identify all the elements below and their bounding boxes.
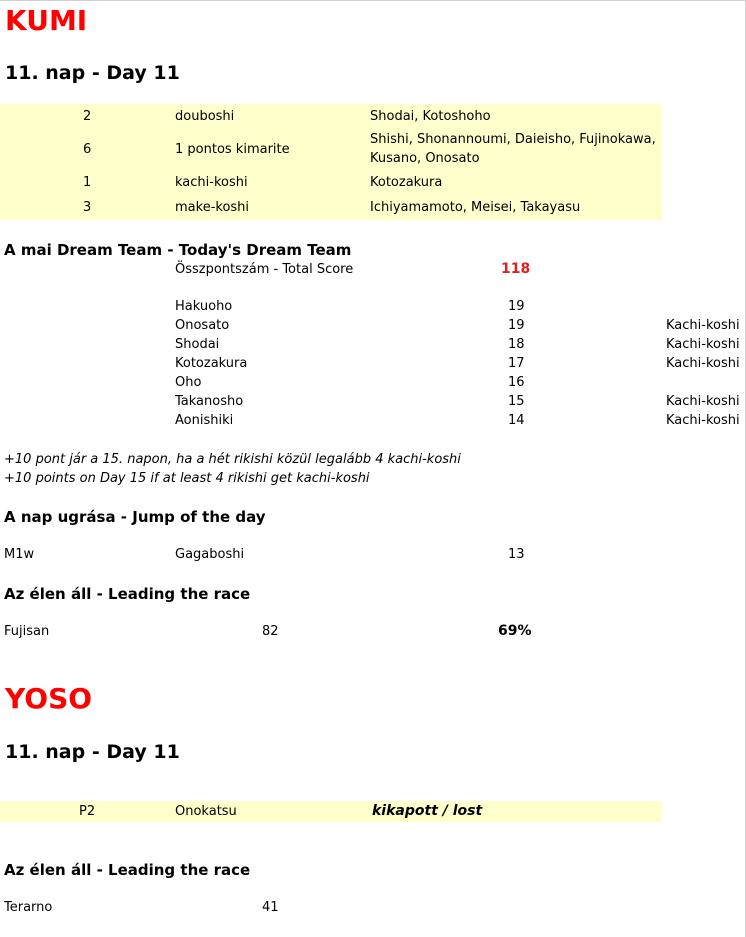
yoso-pick-highlight (0, 801, 662, 822)
summary-label: make-koshi (175, 200, 250, 215)
yoso-leader-name: Terarno (4, 900, 53, 915)
dream-team-heading: A mai Dream Team - Today's Dream Team (4, 241, 352, 259)
summary-count: 3 (83, 200, 92, 215)
jump-value: 13 (508, 547, 525, 562)
member-name: Shodai (175, 337, 220, 352)
kumi-leading-heading: Az élen áll - Leading the race (4, 585, 251, 603)
top-border (0, 0, 746, 1)
kumi-day-title: 11. nap - Day 11 (5, 62, 180, 84)
member-score: 15 (508, 394, 525, 409)
yoso-day-title: 11. nap - Day 11 (5, 741, 180, 763)
member-name: Aonishiki (175, 413, 234, 428)
summary-names: Kotozakura (370, 175, 443, 190)
yoso-pick-rank: P2 (79, 804, 96, 819)
member-note: Kachi-koshi (666, 337, 740, 352)
yoso-pick-name: Onokatsu (175, 804, 237, 819)
summary-label: douboshi (175, 109, 235, 124)
member-name: Takanosho (175, 394, 244, 409)
member-score: 18 (508, 337, 525, 352)
summary-names: Ichiyamamoto, Meisei, Takayasu (370, 200, 581, 215)
kumi-leader-points: 82 (262, 624, 279, 639)
total-score-value: 118 (501, 261, 531, 277)
jump-heading: A nap ugrása - Jump of the day (4, 508, 266, 526)
summary-names: Kusano, Onosato (370, 151, 480, 166)
member-name: Hakuoho (175, 299, 233, 314)
bonus-note-hu: +10 pont jár a 15. napon, ha a hét rikishi közül legalább 4 kachi-koshi (4, 452, 461, 467)
yoso-pick-result: kikapott / lost (372, 803, 483, 819)
summary-count: 6 (83, 142, 92, 157)
kumi-leader-percent: 69% (498, 623, 532, 639)
kumi-leader-name: Fujisan (4, 624, 50, 639)
member-score: 19 (508, 318, 525, 333)
member-score: 16 (508, 375, 525, 390)
member-name: Onosato (175, 318, 230, 333)
member-name: Kotozakura (175, 356, 248, 371)
member-score: 19 (508, 299, 525, 314)
summary-names: Shishi, Shonannoumi, Daieisho, Fujinokawa, (370, 132, 656, 147)
jump-name: Gagaboshi (175, 547, 245, 562)
summary-count: 2 (83, 109, 92, 124)
yoso-leading-heading: Az élen áll - Leading the race (4, 861, 251, 879)
summary-label: 1 pontos kimarite (175, 142, 290, 157)
summary-label: kachi-koshi (175, 175, 248, 190)
jump-rank: M1w (4, 547, 35, 562)
total-score-label: Összpontszám - Total Score (175, 262, 354, 277)
kumi-title: KUMI (5, 4, 88, 37)
member-score: 17 (508, 356, 525, 371)
yoso-leader-points: 41 (262, 900, 279, 915)
yoso-title: YOSO (5, 682, 93, 715)
member-score: 14 (508, 413, 525, 428)
member-note: Kachi-koshi (666, 318, 740, 333)
member-name: Oho (175, 375, 202, 390)
summary-names: Shodai, Kotoshoho (370, 109, 491, 124)
member-note: Kachi-koshi (666, 356, 740, 371)
member-note: Kachi-koshi (666, 394, 740, 409)
member-note: Kachi-koshi (666, 413, 740, 428)
bonus-note-en: +10 points on Day 15 if at least 4 rikishi get kachi-koshi (4, 471, 370, 486)
summary-count: 1 (83, 175, 92, 190)
